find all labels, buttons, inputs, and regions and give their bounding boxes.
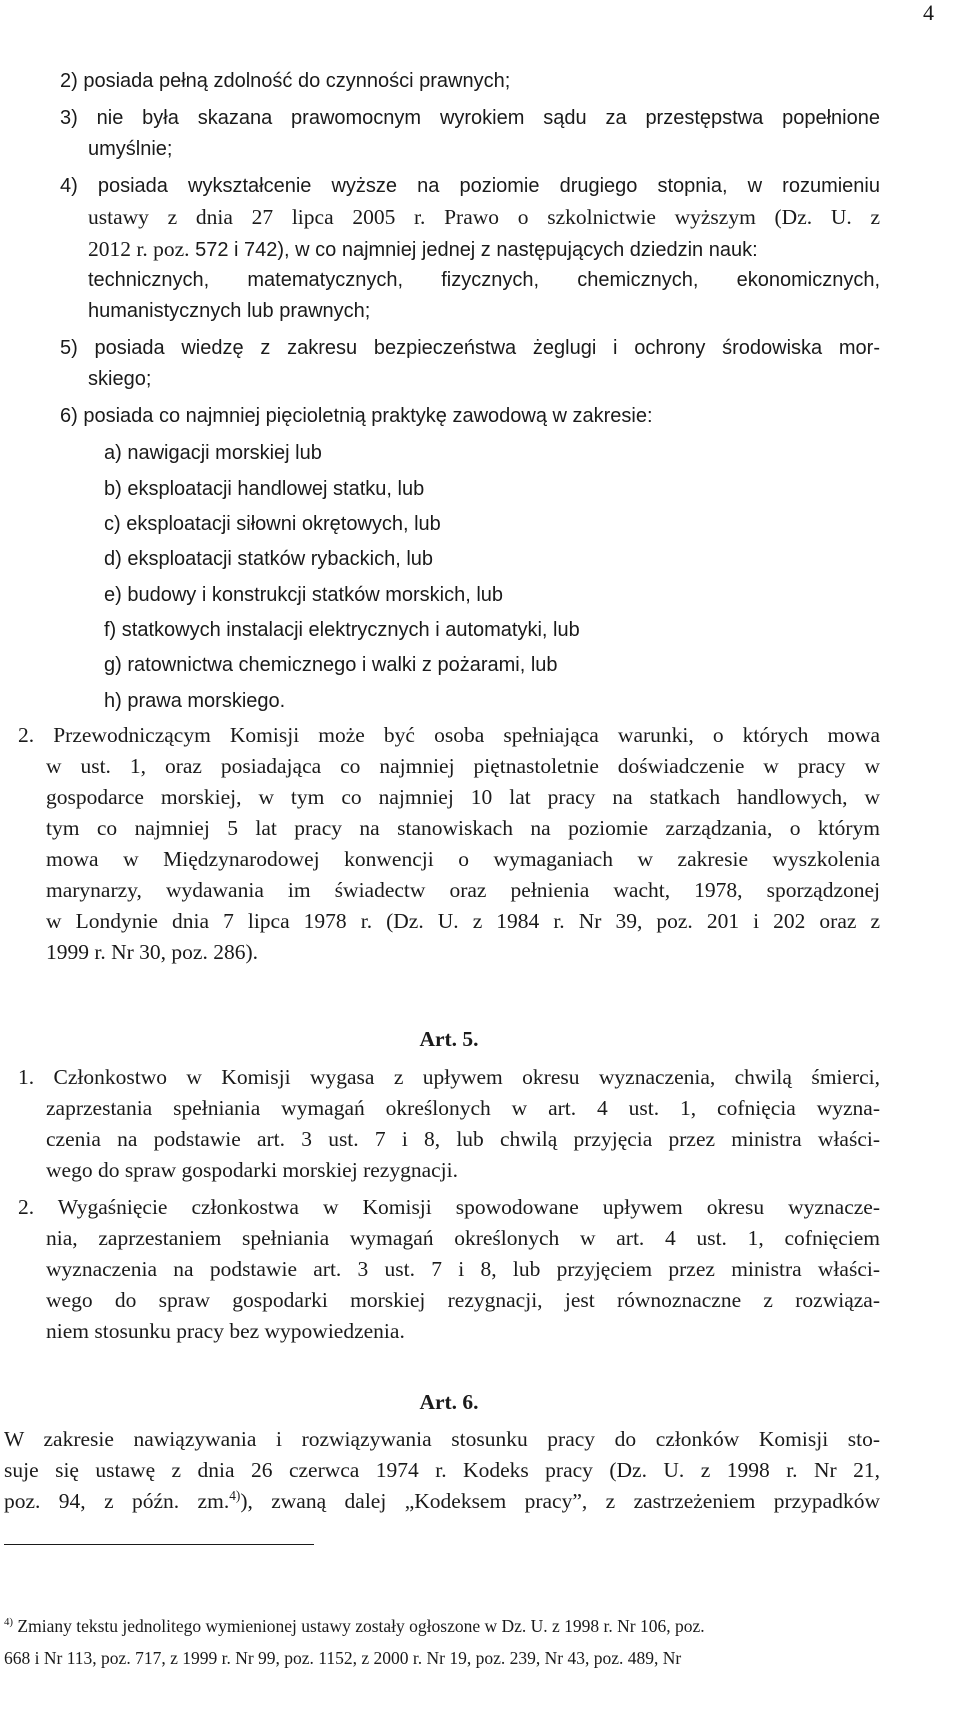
art-6-line3-text-b: ), zwaną dalej „Kodeksem pracy”, z zastrzeżeniem przypadków — [240, 1489, 880, 1513]
art-5-para-2-line3: wyznaczenia na podstawie art. 3 ust. 7 i 8, lub przyjęciem przez ministra właści- — [46, 1257, 880, 1281]
item-3-line2: umyślnie; — [88, 138, 173, 160]
art-5-para-2-line1: 2. Wygaśnięcie członkostwa w Komisji spowodowane upływem okresu wyznacze- — [18, 1195, 880, 1219]
subitem-b: b) eksploatacji handlowej statku, lub — [104, 478, 425, 500]
para-2-line1: 2. Przewodniczącym Komisji może być osoba spełniająca warunki, o których mowa — [18, 723, 880, 747]
item-4-line5: humanistycznych lub prawnych; — [88, 300, 371, 322]
footnote-line1-text: Zmiany tekstu jednolitego wymienionej ustawy zostały ogłoszone w Dz. U. z 1998 r. Nr 106, poz. — [13, 1616, 705, 1636]
art-6-line1: W zakresie nawiązywania i rozwiązywania stosunku pracy do członków Komisji sto- — [4, 1427, 880, 1451]
art-5-heading: Art. 5. — [419, 1027, 479, 1051]
art-5-para-2-line2: nia, zaprzestaniem spełniania wymagań określonych w art. 4 ust. 1, cofnięciem — [46, 1226, 880, 1250]
footnote-line2: 668 i Nr 113, poz. 717, z 1999 r. Nr 99, poz. 1152, z 2000 r. Nr 19, poz. 239, Nr 43, poz. 489, Nr — [4, 1648, 682, 1668]
art-5-para-1-line2: zaprzestania spełniania wymagań określonych w art. 4 ust. 1, cofnięcia wyzna- — [46, 1096, 880, 1120]
subitem-h: h) prawa morskiego. — [104, 690, 286, 712]
art-6-heading: Art. 6. — [419, 1390, 479, 1414]
para-2-line7: w Londynie dnia 7 lipca 1978 r. (Dz. U. z 1984 r. Nr 39, poz. 201 i 202 oraz z — [46, 909, 880, 933]
art-5-para-1-line1: 1. Członkostwo w Komisji wygasa z upływem okresu wyznaczenia, chwilą śmierci, — [18, 1065, 880, 1089]
item-3-line1: 3) nie była skazana prawomocnym wyrokiem sądu za przestępstwa popełnione — [60, 107, 880, 129]
page-number: 4 — [923, 0, 934, 25]
footnote-ref-4[interactable]: 4) — [229, 1487, 241, 1503]
para-2-line6: marynarzy, wydawania im świadectw oraz pełnienia wacht, 1978, sporządzonej — [46, 878, 880, 902]
subitem-a: a) nawigacji morskiej lub — [104, 442, 322, 464]
item-6: 6) posiada co najmniej pięcioletnią praktykę zawodową w zakresie: — [60, 405, 653, 427]
item-5-line1: 5) posiada wiedzę z zakresu bezpieczeństwa żeglugi i ochrony środowiska mor- — [60, 337, 880, 359]
item-4-line3-sans: 572 i 742), w co najmniej jednej z następujących dziedzin nauk: — [189, 239, 758, 261]
para-2-line4: tym co najmniej 5 lat pracy na stanowiskach na poziomie zarządzania, o którym — [46, 816, 880, 840]
subitem-e: e) budowy i konstrukcji statków morskich, lub — [104, 584, 504, 606]
subitem-f: f) statkowych instalacji elektrycznych i automatyki, lub — [104, 619, 580, 641]
art-6-line2: suje się ustawę z dnia 26 czerwca 1974 r. Kodeks pracy (Dz. U. z 1998 r. Nr 21, — [4, 1458, 880, 1482]
subitem-c: c) eksploatacji siłowni okrętowych, lub — [104, 513, 441, 535]
footnote-separator — [4, 1544, 314, 1545]
item-5-line2: skiego; — [88, 368, 152, 390]
item-4-line3-serif: 2012 r. poz. — [88, 237, 190, 261]
item-4-line1: 4) posiada wykształcenie wyższe na poziomie drugiego stopnia, w rozumieniu — [60, 175, 880, 197]
art-5-para-1-line4: wego do spraw gospodarki morskiej rezygnacji. — [46, 1158, 458, 1182]
para-2-line5: mowa w Międzynarodowej konwencji o wymaganiach w zakresie wyszkolenia — [46, 847, 880, 871]
art-5-para-1-line3: czenia na podstawie art. 3 ust. 7 i 8, lub chwilą przyjęcia przez ministra właści- — [46, 1127, 880, 1151]
art-6-line3 — [4, 1484, 880, 1518]
footnote-line1 — [4, 1612, 880, 1640]
item-4-line3 — [88, 232, 880, 267]
item-4-line2: ustawy z dnia 27 lipca 2005 r. Prawo o szkolnictwie wyższym (Dz. U. z — [88, 205, 880, 229]
subitem-d: d) eksploatacji statków rybackich, lub — [104, 548, 434, 570]
art-6-line3-text-a: poz. 94, z późn. zm. — [4, 1489, 230, 1513]
para-2-line3: gospodarce morskiej, w tym co najmniej 10 lat pracy na statkach handlowych, w — [46, 785, 880, 809]
subitem-g: g) ratownictwa chemicznego i walki z pożarami, lub — [104, 654, 558, 676]
para-2-line8: 1999 r. Nr 30, poz. 286). — [46, 940, 258, 964]
art-5-para-2-line5: niem stosunku pracy bez wypowiedzenia. — [46, 1319, 405, 1343]
art-5-para-2-line4: wego do spraw gospodarki morskiej rezygnacji, jest równoznaczne z rozwiąza- — [46, 1288, 880, 1312]
item-2: 2) posiada pełną zdolność do czynności prawnych; — [60, 70, 511, 92]
para-2-line2: w ust. 1, oraz posiadająca co najmniej piętnastoletnie doświadczenie w pracy w — [46, 754, 880, 778]
item-4-line4: technicznych, matematycznych, fizycznych, chemicznych, ekonomicznych, — [88, 269, 880, 291]
footnote-marker: 4) — [4, 1616, 14, 1629]
